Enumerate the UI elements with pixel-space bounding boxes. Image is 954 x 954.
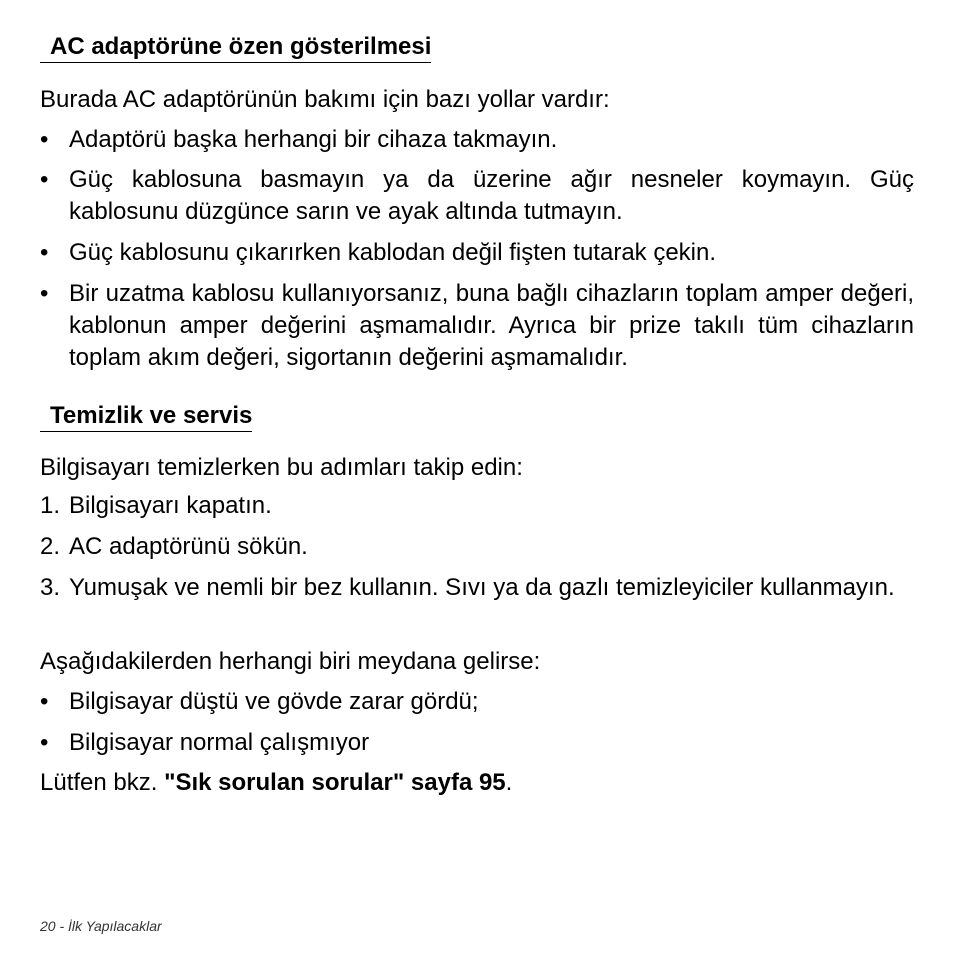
list-item-text: AC adaptörünü sökün. xyxy=(69,533,308,560)
list-item-text: Bilgisayar düştü ve gövde zarar gördü; xyxy=(69,688,479,715)
list-item-text: Bir uzatma kablosu kullanıyorsanız, buna bağlı cihazların toplam amper değeri, kablonun amper değerini aşmamalıdır. Ayrıca bir prize takılı tüm cihazların toplam akım değeri, sigortanın değerini aşmamalıdır. xyxy=(69,280,914,371)
list-item-text: Bilgisayarı kapatın. xyxy=(69,492,272,519)
condition-intro: Aşağıdakilerden herhangi biri meydana gelirse: xyxy=(40,648,541,675)
section-title-cleaning: Temizlik ve servis xyxy=(40,402,252,432)
list-item-text: Güç kablosunu çıkarırken kablodan değil fişten tutarak çekin. xyxy=(69,239,717,266)
list-item xyxy=(40,237,914,269)
bullet-marker: • xyxy=(40,126,49,153)
list-item xyxy=(40,531,914,563)
section-title-ac-adapter: AC adaptörüne özen gösterilmesi xyxy=(40,33,431,63)
list-item xyxy=(40,686,914,718)
step-number: 3. xyxy=(40,574,61,601)
list-item-text: Yumuşak ve nemli bir bez kullanın. Sıvı ya da gazlı temizleyiciler kullanmayın. xyxy=(69,574,895,601)
list-item xyxy=(40,124,914,156)
list-item xyxy=(40,572,914,604)
reference-prefix: Lütfen bkz. xyxy=(40,769,165,796)
list-item xyxy=(40,727,914,759)
list-item xyxy=(40,278,914,374)
bullet-marker: • xyxy=(40,729,49,756)
list-item-text: Adaptörü başka herhangi bir cihaza takmayın. xyxy=(69,126,558,153)
list-item-text: Bilgisayar normal çalışmıyor xyxy=(69,729,370,756)
bullet-marker: • xyxy=(40,688,49,715)
list-item xyxy=(40,164,914,228)
section2-intro: Bilgisayarı temizlerken bu adımları takip edin: xyxy=(40,454,523,481)
faq-page-reference: "Sık sorulan sorular" sayfa 95 xyxy=(164,769,506,796)
reference-line xyxy=(40,767,914,799)
bullet-marker: • xyxy=(40,239,49,266)
bullet-marker: • xyxy=(40,280,49,307)
step-number: 2. xyxy=(40,533,61,560)
reference-suffix: . xyxy=(505,769,513,796)
section1-intro: Burada AC adaptörünün bakımı için bazı yollar vardır: xyxy=(40,86,610,113)
step-number: 1. xyxy=(40,492,61,519)
list-item-text: Güç kablosuna basmayın ya da üzerine ağır nesneler koymayın. Güç kablosunu düzgünce sarın ve ayak altında tutmayın. xyxy=(69,166,914,225)
list-item xyxy=(40,490,914,522)
page-footer: 20 - İlk Yapılacaklar xyxy=(40,918,162,934)
bullet-marker: • xyxy=(40,166,49,193)
